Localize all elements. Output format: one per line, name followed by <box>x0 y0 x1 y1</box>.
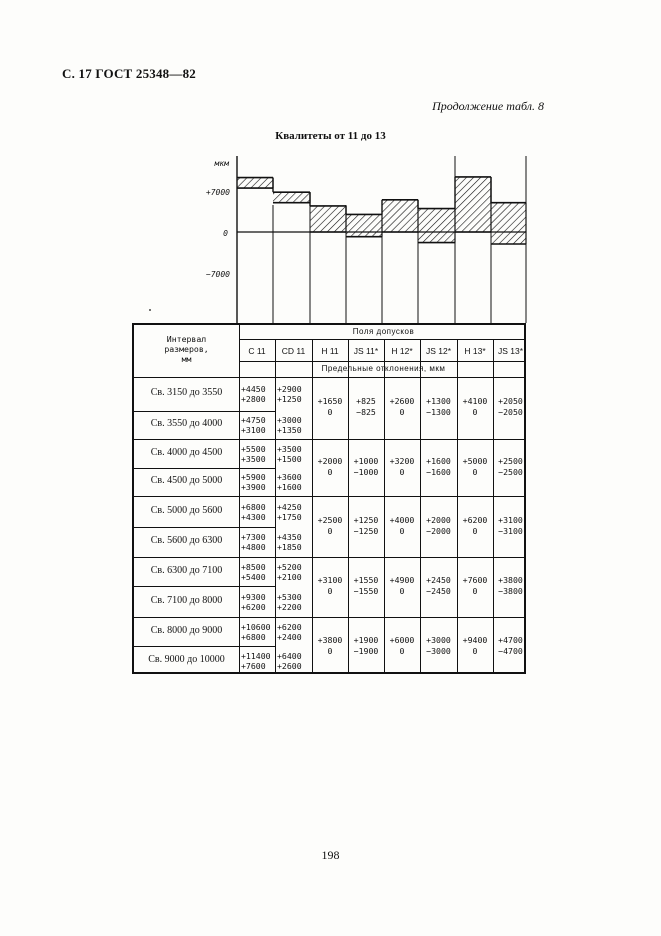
cell-js11-ei: −1000 <box>353 466 379 477</box>
cell-h11-es: +2500 <box>317 514 343 525</box>
row-line <box>134 496 275 497</box>
cell-cd11-es: +4350 <box>277 532 302 542</box>
cell-c11-es: +6800 <box>241 501 266 512</box>
cell-js12-ei: −1600 <box>426 466 451 477</box>
cell-js13-es: +2500 <box>498 455 523 466</box>
cell-cd11-ei: +1500 <box>277 453 302 464</box>
fields-header: Поля допусков <box>352 327 415 336</box>
diagram-fields <box>237 177 526 244</box>
cell-c11-ei: +7600 <box>241 661 266 671</box>
field-js13-hatch <box>491 203 526 244</box>
table-column-line <box>493 339 494 674</box>
cell-h13-ei: 0 <box>472 525 478 536</box>
table-column-line <box>275 339 276 674</box>
row-line <box>134 646 275 647</box>
cell-js13-ei: −3800 <box>498 586 523 596</box>
row-line <box>134 468 275 469</box>
field-js12-hatch <box>418 209 455 243</box>
cell-h11-ei: 0 <box>327 525 333 536</box>
cell-c11-ei: +4800 <box>241 542 266 552</box>
cell-c11-es: +11400 <box>241 651 271 661</box>
cell-c11-es: +8500 <box>241 561 266 572</box>
field-cd11-hatch <box>273 192 310 203</box>
cell-c11-es: +4450 <box>241 384 266 394</box>
table-column-line <box>312 339 313 674</box>
cell-h11-es: +1650 <box>317 396 343 406</box>
cell-h11-es: +3800 <box>317 634 343 645</box>
cell-js12-ei: −2000 <box>426 525 451 536</box>
cell-js13-ei: −3100 <box>498 525 523 536</box>
column-header-4: H 12* <box>391 346 413 356</box>
cell-cd11-ei: +1250 <box>277 394 302 404</box>
cell-js12-es: +3000 <box>426 634 451 645</box>
group-line <box>275 617 526 618</box>
field-js11-hatch <box>346 214 382 236</box>
cell-h12-ei: 0 <box>399 525 405 536</box>
table-column-line <box>348 339 349 674</box>
cell-h12-ei: 0 <box>399 586 405 596</box>
cell-js11-es: +1000 <box>353 455 379 466</box>
column-header-5: JS 12* <box>425 346 452 356</box>
cell-h11-ei: 0 <box>327 407 333 417</box>
cell-h12-es: +6000 <box>389 634 415 645</box>
row-interval-label: Св. 7100 до 8000 <box>150 594 223 606</box>
header-line <box>134 377 526 378</box>
cell-js13-ei: −4700 <box>498 645 523 656</box>
cell-h13-es: +6200 <box>462 514 488 525</box>
cell-h13-ei: 0 <box>472 407 478 417</box>
interval-header <box>134 334 239 374</box>
column-header-3: JS 11* <box>353 346 379 356</box>
column-header-2: H 11 <box>321 346 339 356</box>
cell-h11-es: +2000 <box>317 455 343 466</box>
cell-cd11-es: +5200 <box>277 561 302 572</box>
cell-c11-ei: +6800 <box>241 631 266 642</box>
cell-js12-es: +1300 <box>426 396 451 406</box>
row-interval-label: Св. 3550 до 4000 <box>150 418 223 429</box>
cell-js11-es: +1550 <box>353 575 379 585</box>
cell-cd11-es: +6400 <box>277 651 302 661</box>
group-line <box>275 439 526 440</box>
cell-h13-es: +5000 <box>462 455 488 466</box>
cell-h12-es: +3200 <box>389 455 415 466</box>
cell-cd11-es: +3500 <box>277 443 302 454</box>
row-interval-label: Св. 3150 до 3550 <box>150 387 223 398</box>
cell-h12-ei: 0 <box>399 407 405 417</box>
row-interval-label: Св. 4500 до 5000 <box>150 475 223 486</box>
cell-h13-ei: 0 <box>472 645 478 656</box>
axis-tick-minus: −7000 <box>205 270 230 279</box>
cell-c11-ei: +6200 <box>241 601 266 612</box>
header-line <box>239 339 526 340</box>
cell-h13-es: +9400 <box>462 634 488 645</box>
column-header-0: C 11 <box>248 346 266 356</box>
cell-js11-es: +825 <box>356 396 376 406</box>
diagram-axis <box>149 159 230 311</box>
field-h12-hatch <box>382 200 418 232</box>
cell-cd11-ei: +1750 <box>277 511 302 522</box>
stray-dot <box>149 309 151 311</box>
cell-js11-es: +1900 <box>353 634 379 645</box>
cell-h11-ei: 0 <box>327 645 333 656</box>
cell-cd11-es: +4250 <box>277 501 302 512</box>
cell-h11-es: +3100 <box>317 575 343 585</box>
axis-tick-plus: +7000 <box>205 188 230 197</box>
cell-cd11-es: +5300 <box>277 591 302 602</box>
cell-c11-es: +4750 <box>241 415 266 425</box>
row-line <box>134 617 275 618</box>
group-line <box>275 496 526 497</box>
cell-js13-es: +3100 <box>498 514 523 525</box>
cell-h13-es: +4100 <box>462 396 488 406</box>
row-line <box>134 557 275 558</box>
cell-js11-ei: −825 <box>356 407 376 417</box>
cell-js11-es: +1250 <box>353 514 379 525</box>
cell-cd11-es: +3000 <box>277 415 302 425</box>
field-h13-hatch <box>455 177 491 232</box>
cell-h12-es: +4000 <box>389 514 415 525</box>
cell-cd11-es: +3600 <box>277 472 302 482</box>
cell-js13-ei: −2050 <box>498 407 523 417</box>
cell-cd11-es: +2900 <box>277 384 302 394</box>
cell-cd11-ei: +1350 <box>277 425 302 435</box>
cell-js11-ei: −1550 <box>353 586 379 596</box>
field-h11-hatch <box>310 206 346 232</box>
cell-c11-ei: +5400 <box>241 571 266 582</box>
cell-h12-ei: 0 <box>399 645 405 656</box>
cell-c11-ei: +3500 <box>241 453 266 464</box>
cell-js12-es: +1600 <box>426 455 451 466</box>
row-interval-label: Св. 9000 до 10000 <box>148 654 225 665</box>
interval-header-line: Интервал <box>166 334 207 344</box>
cell-js12-ei: −2450 <box>426 586 451 596</box>
row-interval-label: Св. 6300 до 7100 <box>150 564 223 576</box>
cell-js13-es: +3800 <box>498 575 523 585</box>
diagram-title: Квалитеты от 11 до 13 <box>275 130 386 142</box>
cell-js13-es: +4700 <box>498 634 523 645</box>
cell-c11-ei: +2800 <box>241 394 266 404</box>
page-number: 198 <box>321 848 340 862</box>
interval-header-line: мм <box>181 354 192 364</box>
cell-h13-ei: 0 <box>472 466 478 477</box>
cell-c11-es: +5900 <box>241 472 266 482</box>
cell-js13-ei: −2500 <box>498 466 523 477</box>
cell-h11-ei: 0 <box>327 466 333 477</box>
limit-deviations-table <box>132 323 526 674</box>
table-column-line <box>420 339 421 674</box>
cell-cd11-ei: +1600 <box>277 482 302 492</box>
deviations-header: Предельные отклонения, мкм <box>321 364 446 373</box>
cell-h12-ei: 0 <box>399 466 405 477</box>
row-line <box>134 439 275 440</box>
column-header-6: H 13* <box>464 346 486 356</box>
column-header-1: CD 11 <box>281 346 306 356</box>
row-interval-label: Св. 8000 до 9000 <box>150 624 223 636</box>
axis-unit-label: мкм <box>214 159 229 168</box>
row-interval-label: Св. 5600 до 6300 <box>150 535 223 546</box>
field-c11-hatch <box>237 178 273 189</box>
row-line <box>134 411 275 412</box>
cell-h12-es: +2600 <box>389 396 415 406</box>
cell-h12-es: +4900 <box>389 575 415 585</box>
cell-js12-ei: −3000 <box>426 645 451 656</box>
interval-header-line: размеров, <box>164 344 209 354</box>
cell-cd11-es: +6200 <box>277 621 302 632</box>
row-interval-label: Св. 5000 до 5600 <box>150 504 223 516</box>
cell-cd11-ei: +1850 <box>277 542 302 552</box>
document-header: С. 17 ГОСТ 25348—82 <box>62 66 196 81</box>
cell-c11-ei: +3100 <box>241 425 266 435</box>
cell-js12-es: +2450 <box>426 575 451 585</box>
cell-js11-ei: −1250 <box>353 525 379 536</box>
cell-js12-ei: −1300 <box>426 407 451 417</box>
tolerance-fields-diagram <box>0 0 661 330</box>
group-line <box>275 557 526 558</box>
row-interval-label: Св. 4000 до 4500 <box>150 446 223 458</box>
cell-js11-ei: −1900 <box>353 645 379 656</box>
cell-cd11-ei: +2600 <box>277 661 302 671</box>
row-line <box>134 586 275 587</box>
cell-cd11-ei: +2200 <box>277 601 302 612</box>
cell-c11-ei: +4300 <box>241 511 266 522</box>
column-header-7: JS 13* <box>497 346 524 356</box>
cell-h11-ei: 0 <box>327 586 333 596</box>
cell-cd11-ei: +2400 <box>277 631 302 642</box>
table-column-line <box>384 339 385 674</box>
table-continuation-note: Продолжение табл. 8 <box>432 99 544 113</box>
cell-js12-es: +2000 <box>426 514 451 525</box>
cell-c11-es: +5500 <box>241 443 266 454</box>
cell-c11-es: +10600 <box>241 621 271 632</box>
axis-tick-zero: 0 <box>223 229 228 238</box>
cell-h13-ei: 0 <box>472 586 478 596</box>
cell-c11-es: +9300 <box>241 591 266 602</box>
cell-h13-es: +7600 <box>462 575 488 585</box>
header-line <box>239 361 526 362</box>
cell-c11-es: +7300 <box>241 532 266 542</box>
table-column-line <box>457 339 458 674</box>
cell-js13-es: +2050 <box>498 396 523 406</box>
cell-c11-ei: +3900 <box>241 482 266 492</box>
cell-cd11-ei: +2100 <box>277 571 302 582</box>
row-line <box>134 527 275 528</box>
